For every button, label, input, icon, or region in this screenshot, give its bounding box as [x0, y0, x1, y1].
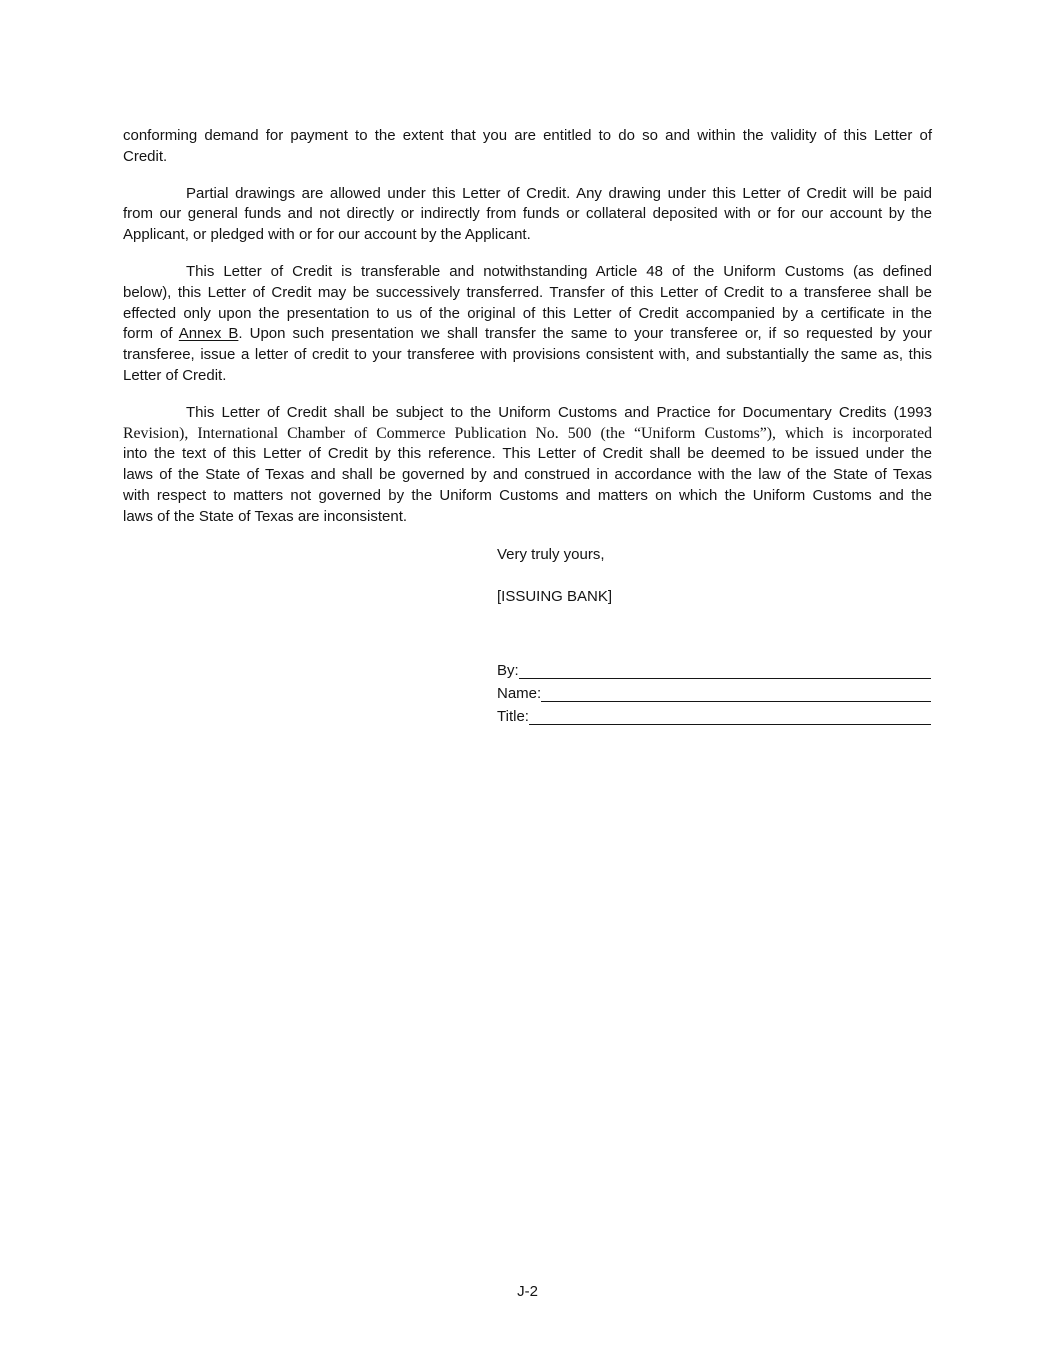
closing-salutation: Very truly yours, [497, 545, 605, 563]
text-line: transferee, issue a letter of credit to your transferee with provisions consistent with, and substantially the same as, this [123, 346, 932, 364]
text-line: into the text of this Letter of Credit by this reference. This Letter of Credit shall be deemed to be issued under the [123, 445, 932, 463]
text-line: This Letter of Credit shall be subject to the Uniform Customs and Practice for Documentary Credits (1993 [186, 403, 932, 421]
text-line: from our general funds and not directly or indirectly from funds or collateral deposited with or for our account by the [123, 205, 932, 223]
signature-field-title [497, 705, 931, 728]
text-segment: form of [123, 325, 179, 343]
paragraph-transferable [123, 262, 932, 387]
text-line: Revision), International Chamber of Commerce Publication No. 500 (the “Uniform Customs”), which is incorporated [123, 424, 932, 442]
text-line: conforming demand for payment to the extent that you are entitled to do so and within the validity of this Letter of [123, 127, 932, 144]
document-body [123, 126, 932, 728]
text-line: laws of the State of Texas and shall be governed by and construed in accordance with the law of the State of Texas [123, 466, 932, 484]
page-number: J-2 [517, 1283, 538, 1300]
field-label: Title: [497, 708, 529, 726]
signature-field-by [497, 659, 931, 682]
text-line: laws of the State of Texas are inconsistent. [123, 507, 408, 525]
text-line: This Letter of Credit is transferable and notwithstanding Article 48 of the Uniform Customs (as defined [186, 262, 932, 280]
signature-line [519, 659, 931, 679]
paragraph-conforming-demand [123, 126, 932, 168]
field-label: Name: [497, 685, 542, 703]
field-label: By: [497, 662, 519, 680]
text-line [123, 324, 932, 345]
annex-b-reference: Annex B [178, 325, 239, 343]
text-line: Letter of Credit. [123, 366, 227, 384]
text-line: below), this Letter of Credit may be successively transferred. Transfer of this Letter of Credit to a transferee shall be [123, 283, 932, 301]
paragraph-uniform-customs [123, 403, 932, 528]
text-line: Partial drawings are allowed under this Letter of Credit. Any drawing under this Letter of Credit will be paid [186, 184, 932, 202]
paragraph-partial-drawings [123, 184, 932, 246]
text-line: effected only upon the presentation to us of the original of this Letter of Credit accompanied by a certificate in the [123, 304, 932, 322]
text-line: with respect to matters not governed by the Uniform Customs and matters on which the Uniform Customs and the [123, 486, 932, 504]
signature-line [541, 682, 931, 702]
signature-line [529, 705, 931, 725]
closing-block [497, 545, 932, 729]
text-line: Applicant, or pledged with or for our account by the Applicant. [123, 226, 531, 244]
issuing-bank-name: [ISSUING BANK] [497, 588, 613, 606]
text-line: Credit. [123, 147, 168, 165]
signature-block [497, 659, 931, 728]
text-segment: . Upon such presentation we shall transfer the same to your transferee or, if so requested by your [238, 325, 932, 343]
signature-field-name [497, 682, 931, 705]
